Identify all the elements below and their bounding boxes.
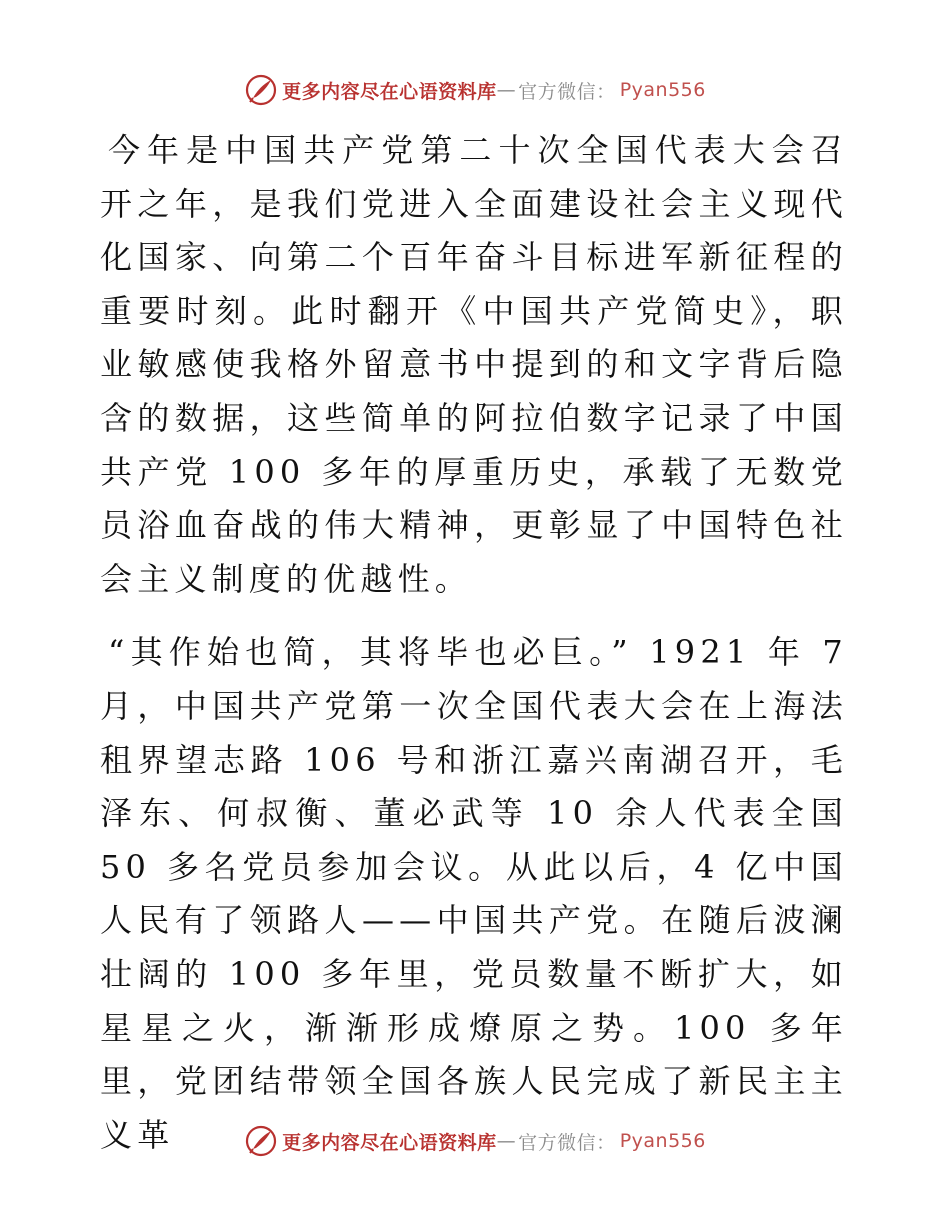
paragraph-2: “其作始也简，其将毕也必巨。” 1921 年 7 月，中国共产党第一次全国代表大会在上海法租界望志路 106 号和浙江嘉兴南湖召开，毛泽东、何叔衡、董必武等 10 余人代表全国 50 多名党员参加会议。从此以后，4 亿中国人民有了领路人——中国共产党。在随后波澜壮阔的 100 多年里，党员数量不断扩大，如星星之火，渐渐形成燎原之势。100 多年里，党团结带领全国各族人民完成了新民主主义革 (100, 633, 848, 1154)
quill-logo-icon (244, 73, 278, 107)
banner-wechat-id: Pyan556 (619, 1130, 706, 1152)
header-banner (0, 70, 950, 110)
paragraph-1: 今年是中国共产党第二十次全国代表大会召开之年，是我们党进入全面建设社会主义现代化国家、向第二个百年奋斗目标进军新征程的重要时刻。此时翻开《中国共产党简史》，职业敏感使我格外留意书中提到的和文字背后隐含的数据，这些简单的阿拉伯数字记录了中国共产党 100 多年的厚重历史，承载了无数党员浴血奋战的伟大精神，更彰显了中国特色社会主义制度的优越性。 (100, 131, 848, 598)
banner-suffix-text: 官方微信： (518, 1131, 616, 1154)
banner-suffix-text: 官方微信： (518, 80, 616, 103)
banner-wechat-id: Pyan556 (619, 79, 706, 101)
banner-separator: — (496, 79, 517, 101)
banner-separator: — (496, 1130, 517, 1152)
document-body (100, 124, 848, 1162)
banner-prefix-text: 更多内容尽在心语资料库 (282, 1131, 497, 1154)
quill-logo-icon (244, 1124, 278, 1158)
footer-banner (0, 1121, 950, 1161)
banner-prefix-text: 更多内容尽在心语资料库 (282, 80, 497, 103)
